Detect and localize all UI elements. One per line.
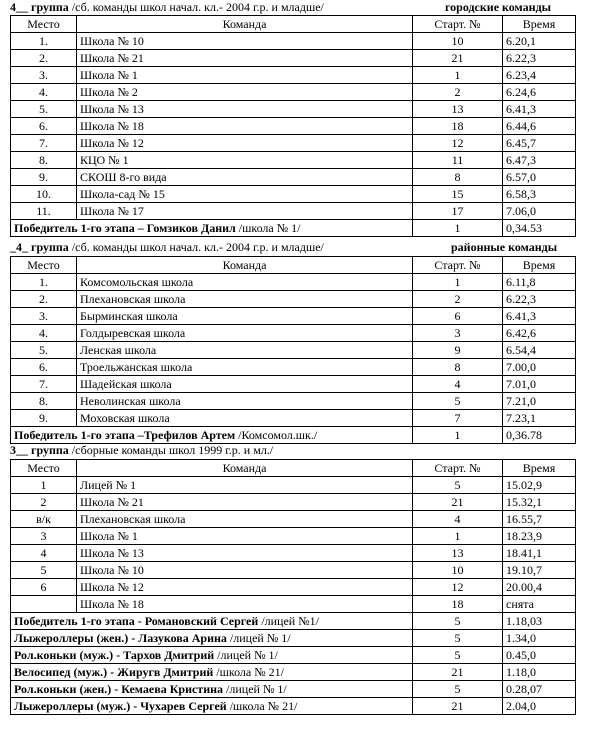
start-cell: 1 [413,528,503,545]
winner-note: /лицей № 1/ [217,647,278,662]
start-cell: 17 [413,203,503,220]
place-cell: 3. [11,308,77,325]
start-cell: 5 [413,393,503,410]
time-cell: 6.22,3 [503,291,576,308]
place-cell: 5 [11,562,77,579]
place-cell: 6. [11,359,77,376]
time-cell: 15.32,1 [503,494,576,511]
time-cell: 7.01,0 [503,376,576,393]
place-cell: 9. [11,410,77,427]
start-cell: 21 [413,494,503,511]
start-cell: 15 [413,186,503,203]
team-cell: Школа № 21 [77,50,413,67]
col-place: Место [11,16,77,33]
time-cell: 6.54,4 [503,342,576,359]
winner-row [11,698,576,715]
time-cell: 2.04,0 [503,698,576,715]
place-cell: 1 [11,477,77,494]
start-cell: 13 [413,545,503,562]
start-cell: 1 [413,220,503,237]
start-cell: 12 [413,579,503,596]
place-cell: 3 [11,528,77,545]
section3-subtitle: /сборные команды школ 1999 г.р. и мл./ [71,443,274,457]
col-time: Время [503,460,576,477]
team-cell: Лицей № 1 [77,477,413,494]
winner-row [11,630,576,647]
team-cell: Неволинская школа [77,393,413,410]
time-cell: 6.45,7 [503,135,576,152]
start-cell: 7 [413,410,503,427]
table-row [11,494,576,511]
place-cell: 8. [11,393,77,410]
time-cell: 18.23,9 [503,528,576,545]
table-row [11,511,576,528]
place-cell: 6. [11,118,77,135]
winner-cell [11,681,413,698]
table-row [11,342,576,359]
winner-cell [11,427,413,444]
winner-row [11,220,576,237]
start-cell: 2 [413,84,503,101]
time-cell: 6.23,4 [503,67,576,84]
team-cell: Голдыревская школа [77,325,413,342]
team-cell: Троельжанская школа [77,359,413,376]
section1-category: городские команды [445,0,552,14]
winner-cell [11,220,413,237]
time-cell: 7.23,1 [503,410,576,427]
table-row [11,376,576,393]
start-cell: 18 [413,596,503,613]
start-cell: 5 [413,647,503,664]
team-cell: Школа № 12 [77,135,413,152]
section3-group: 3__ группа [10,443,69,457]
winner-row [11,613,576,630]
start-cell: 5 [413,477,503,494]
start-cell: 4 [413,376,503,393]
table-header-row [11,460,576,477]
table-row [11,274,576,291]
place-cell: 8. [11,152,77,169]
winner-cell [11,647,413,664]
place-cell: 11. [11,203,77,220]
table-row [11,359,576,376]
time-cell: 6.24,6 [503,84,576,101]
time-cell: 1.18,03 [503,613,576,630]
team-cell: Школа № 17 [77,203,413,220]
start-cell: 8 [413,359,503,376]
team-cell: Школа № 10 [77,33,413,50]
section2-group: _4_ группа [10,240,69,254]
time-cell: снята [503,596,576,613]
team-cell: Школа № 12 [77,579,413,596]
place-cell: 2. [11,50,77,67]
table-row [11,528,576,545]
team-cell: Школа № 2 [77,84,413,101]
time-cell: 19.10,7 [503,562,576,579]
col-team: Команда [77,16,413,33]
place-cell: 10. [11,186,77,203]
team-cell: Школа № 13 [77,101,413,118]
team-cell: Школа-сад № 15 [77,186,413,203]
place-cell [11,596,77,613]
winner-row [11,664,576,681]
col-place: Место [11,460,77,477]
winner-cell [11,664,413,681]
table-row [11,203,576,220]
place-cell: 4 [11,545,77,562]
place-cell: 3. [11,67,77,84]
col-time: Время [503,16,576,33]
table-row [11,50,576,67]
winner-cell [11,613,413,630]
section3-table [10,459,576,715]
section1-header [10,0,324,15]
table-row [11,101,576,118]
winner-label: Лыжероллеры (жен.) - Лазукова Арина [14,630,227,645]
time-cell: 15.02,9 [503,477,576,494]
time-cell: 6.42,6 [503,325,576,342]
section2-subtitle: /сб. команды школ начал. кл.- 2004 г.р. и младше/ [71,240,324,254]
time-cell: 7.00,0 [503,359,576,376]
team-cell: Школа № 10 [77,562,413,579]
place-cell: 9. [11,169,77,186]
time-cell: 0.45,0 [503,647,576,664]
table-row [11,135,576,152]
team-cell: Школа № 18 [77,118,413,135]
table-row [11,186,576,203]
time-cell: 6.41,3 [503,101,576,118]
time-cell: 7.21,0 [503,393,576,410]
table-row [11,545,576,562]
section1-subtitle: /сб. команды школ начал. кл.- 2004 г.р. и младше/ [71,0,324,14]
team-cell: Ленская школа [77,342,413,359]
section2-table [10,256,576,444]
time-cell: 0,34.53 [503,220,576,237]
time-cell: 20.00,4 [503,579,576,596]
col-start: Старт. № [413,16,503,33]
table-row [11,393,576,410]
section1-group: 4__ группа [10,0,69,14]
winner-cell [11,698,413,715]
table-row [11,579,576,596]
start-cell: 6 [413,308,503,325]
table-row [11,169,576,186]
table-row [11,33,576,50]
winner-label: Велосипед (муж.) - Жиругв Дмитрий [14,664,214,679]
team-cell: Плехановская школа [77,291,413,308]
table-row [11,410,576,427]
start-cell: 9 [413,342,503,359]
start-cell: 12 [413,135,503,152]
section3-header [10,443,273,458]
start-cell: 21 [413,50,503,67]
section2-category: районные команды [451,240,558,254]
table-row [11,291,576,308]
time-cell: 6.58,3 [503,186,576,203]
time-cell: 6.57,0 [503,169,576,186]
team-cell: Школа № 18 [77,596,413,613]
place-cell: 6 [11,579,77,596]
start-cell: 13 [413,101,503,118]
start-cell: 1 [413,67,503,84]
start-cell: 5 [413,681,503,698]
start-cell: 11 [413,152,503,169]
time-cell: 1.34,0 [503,630,576,647]
table-row [11,596,576,613]
col-team: Команда [77,257,413,274]
winner-row [11,681,576,698]
winner-label: Лыжероллеры (муж.) - Чухарев Сергей [14,698,227,713]
start-cell: 2 [413,291,503,308]
team-cell: Шадейская школа [77,376,413,393]
section2-header [10,240,324,255]
winner-note: /школа № 1/ [238,220,301,235]
time-cell: 6.11,8 [503,274,576,291]
table-row [11,152,576,169]
col-start: Старт. № [413,257,503,274]
team-cell: Школа № 13 [77,545,413,562]
team-cell: Школа № 1 [77,528,413,545]
time-cell: 1.18,0 [503,664,576,681]
start-cell: 4 [413,511,503,528]
start-cell: 18 [413,118,503,135]
col-place: Место [11,257,77,274]
table-row [11,562,576,579]
team-cell: СКОШ 8-го вида [77,169,413,186]
col-time: Время [503,257,576,274]
start-cell: 21 [413,664,503,681]
time-cell: 16.55,7 [503,511,576,528]
col-start: Старт. № [413,460,503,477]
place-cell: 2 [11,494,77,511]
winner-row [11,427,576,444]
place-cell: 1. [11,274,77,291]
time-cell: 0,36.78 [503,427,576,444]
table-row [11,118,576,135]
winner-label: Рол.коньки (жен.) - Кемаева Кристина [14,681,224,696]
time-cell: 6.22,3 [503,50,576,67]
winner-note: /лицей № 1/ [229,630,291,645]
winner-note: /школа № 21/ [229,698,298,713]
team-cell: Бырминская школа [77,308,413,325]
table-header-row [11,16,576,33]
section1-table [10,15,576,237]
place-cell: 2. [11,291,77,308]
place-cell: 4. [11,84,77,101]
team-cell: Школа № 21 [77,494,413,511]
time-cell: 6.44,6 [503,118,576,135]
winner-note: /лицей №1/ [261,613,320,628]
winner-note: /Комсомол.шк./ [238,427,318,442]
place-cell: 1. [11,33,77,50]
start-cell: 10 [413,562,503,579]
table-row [11,477,576,494]
table-row [11,84,576,101]
winner-label: Победитель 1-го этапа - Романовский Сергей [14,613,259,628]
team-cell: Школа № 1 [77,67,413,84]
winner-label: Победитель 1-го этапа – Гомзиков Данил [14,220,236,235]
table-row [11,308,576,325]
start-cell: 5 [413,630,503,647]
start-cell: 3 [413,325,503,342]
time-cell: 7.06,0 [503,203,576,220]
place-cell: 5. [11,342,77,359]
winner-note: /лицей № 1/ [226,681,287,696]
place-cell: 7. [11,376,77,393]
place-cell: 7. [11,135,77,152]
team-cell: Моховская школа [77,410,413,427]
winner-label: Победитель 1-го этапа –Трефилов Артем [14,427,236,442]
start-cell: 1 [413,274,503,291]
table-header-row [11,257,576,274]
place-cell: в/к [11,511,77,528]
time-cell: 6.41,3 [503,308,576,325]
time-cell: 0.28,07 [503,681,576,698]
time-cell: 6.20,1 [503,33,576,50]
winner-label: Рол.коньки (муж.) - Тархов Дмитрий [14,647,215,662]
winner-row [11,647,576,664]
col-team: Команда [77,460,413,477]
winner-note: /школа № 21/ [216,664,285,679]
place-cell: 4. [11,325,77,342]
start-cell: 8 [413,169,503,186]
start-cell: 1 [413,427,503,444]
start-cell: 10 [413,33,503,50]
time-cell: 6.47,3 [503,152,576,169]
time-cell: 18.41,1 [503,545,576,562]
start-cell: 5 [413,613,503,630]
team-cell: Комсомольская школа [77,274,413,291]
winner-cell [11,630,413,647]
team-cell: КЦО № 1 [77,152,413,169]
table-row [11,325,576,342]
table-row [11,67,576,84]
team-cell: Плехановская школа [77,511,413,528]
place-cell: 5. [11,101,77,118]
start-cell: 21 [413,698,503,715]
